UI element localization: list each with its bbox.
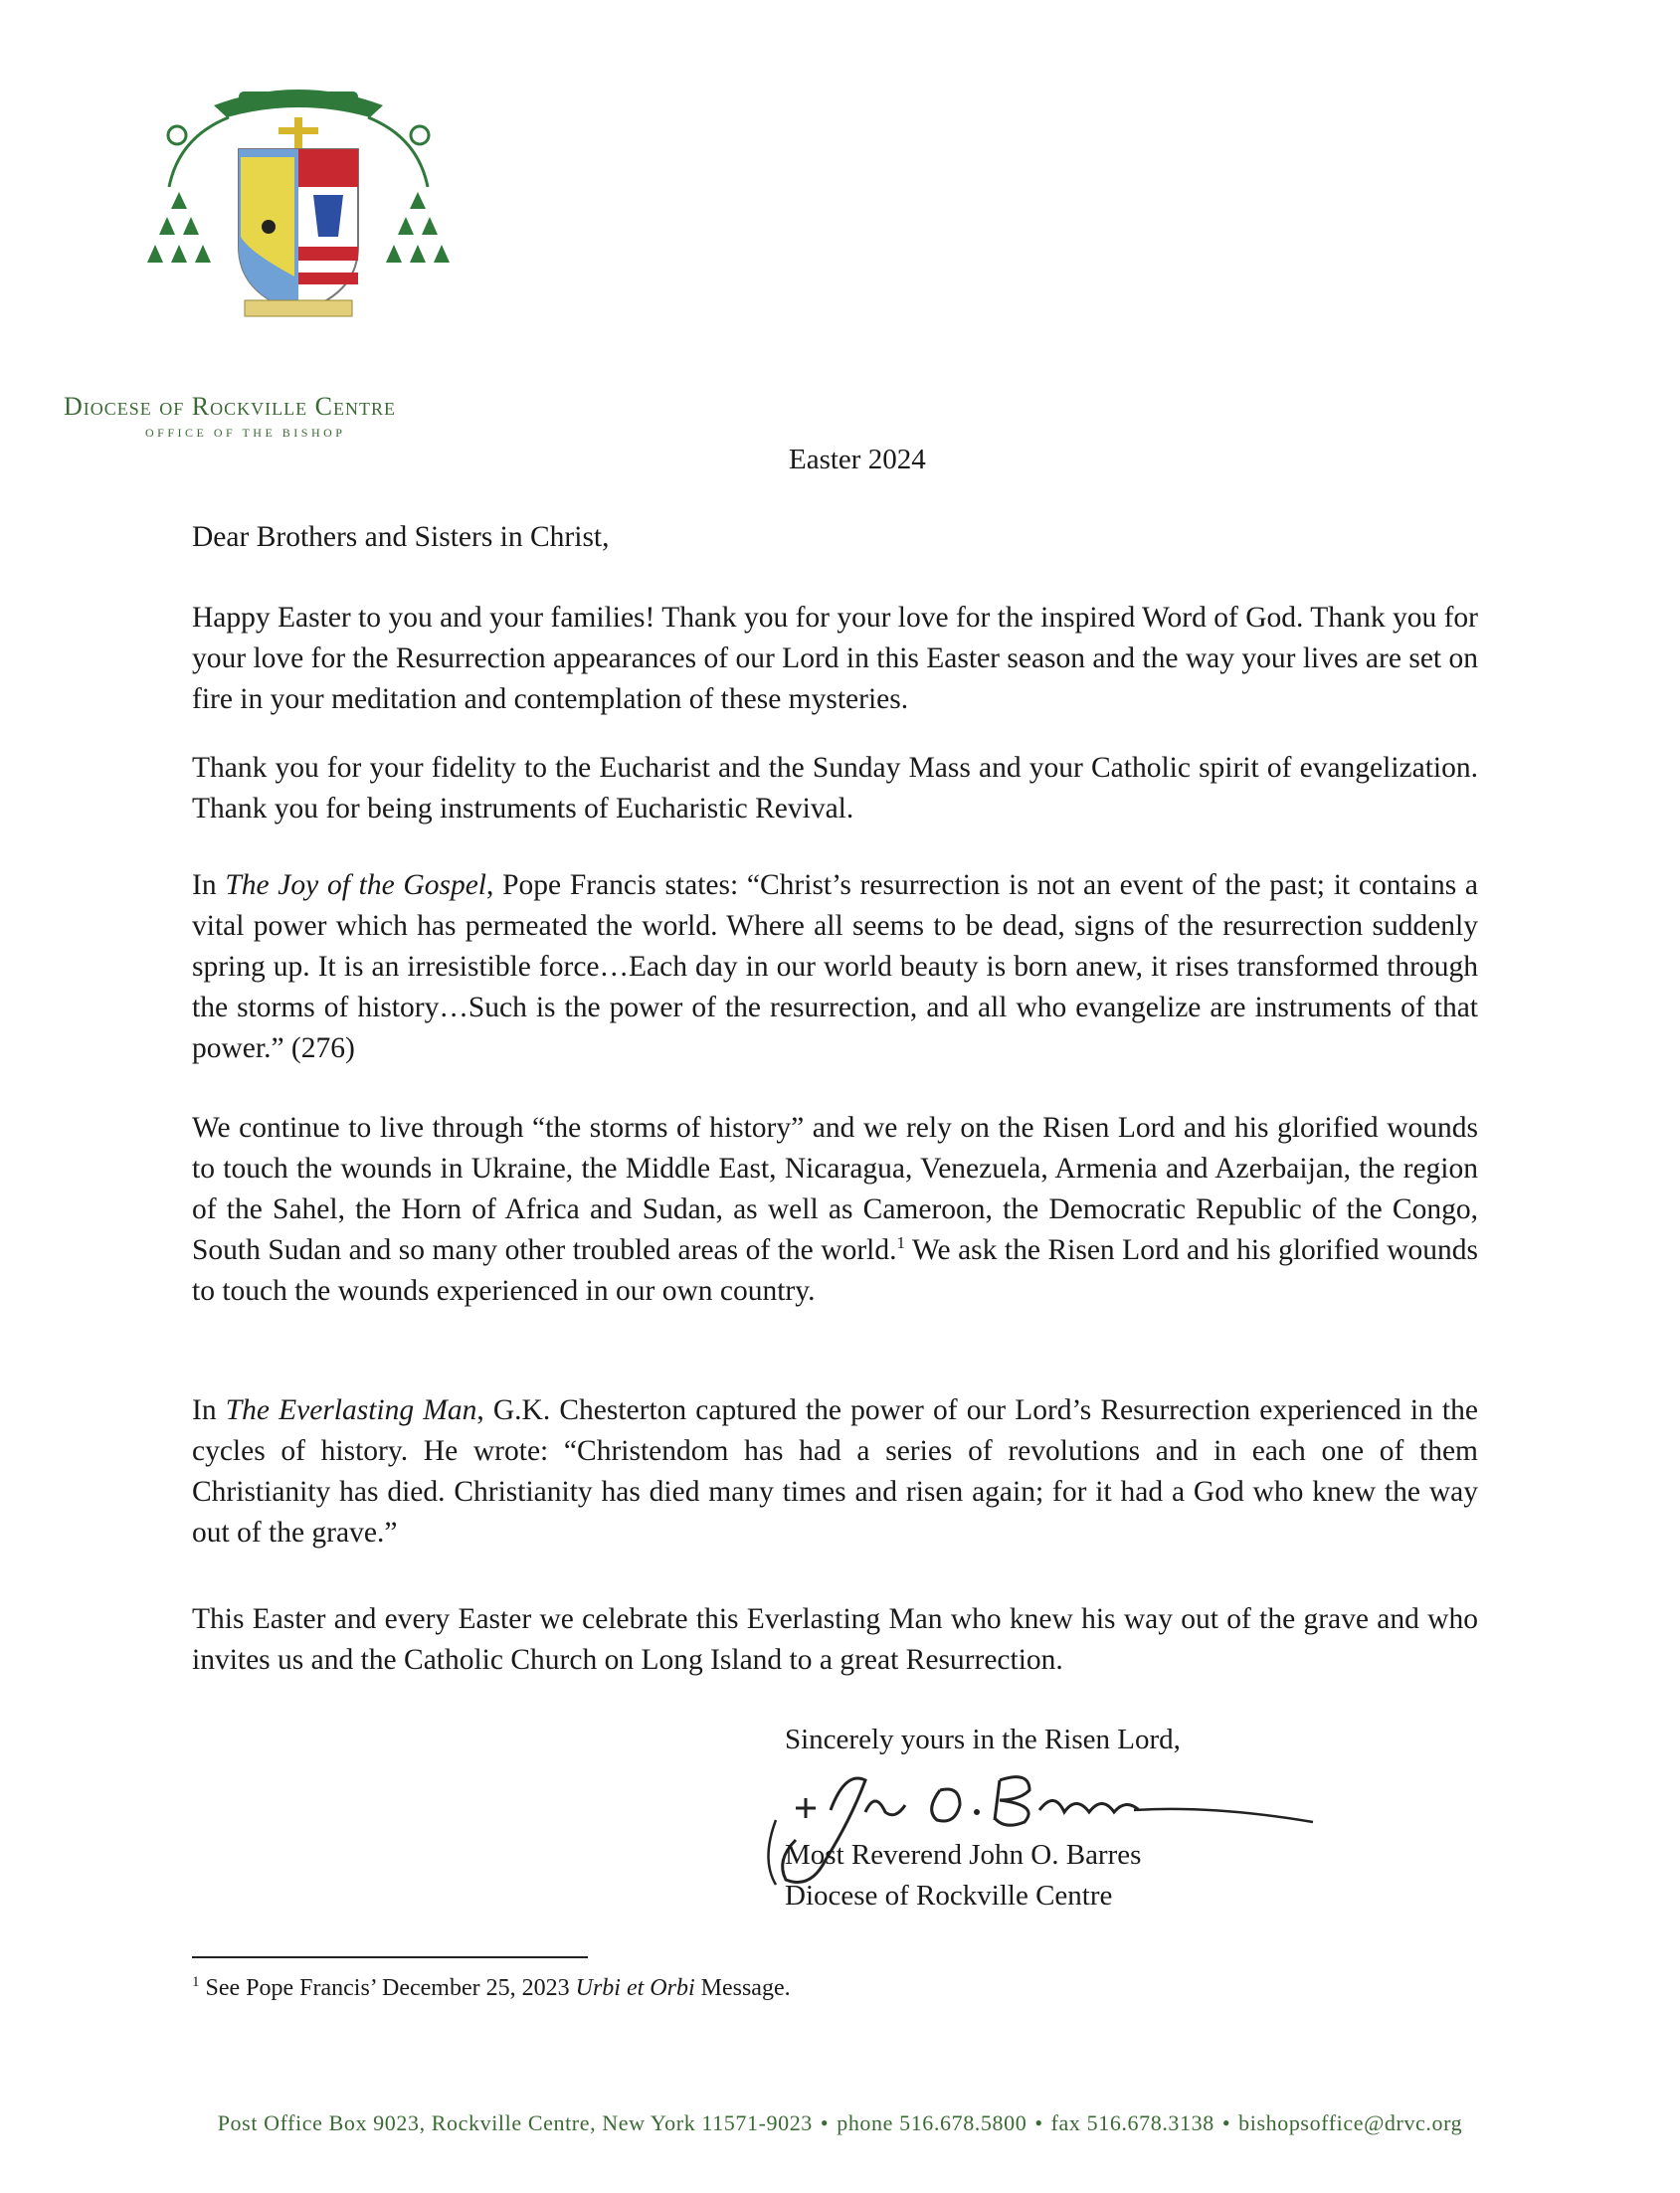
footer-phone: phone 516.678.5800 [837, 2110, 1027, 2135]
signer-name: Most Reverend John O. Barres [785, 1839, 1142, 1871]
signature [756, 1750, 1333, 1900]
footnote-divider [192, 1956, 588, 1958]
footnote [192, 1974, 791, 2002]
p3-in: In [192, 869, 226, 901]
diocese-name: Diocese of Rockville Centre [64, 392, 396, 421]
footer-separator: • [1034, 2110, 1043, 2135]
footer-fax: fax 516.678.3138 [1050, 2110, 1214, 2135]
p5-book-title: The Everlasting Man [225, 1394, 477, 1426]
footer-address: Post Office Box 9023, Rockville Centre, New York 11571-9023 [217, 2110, 813, 2135]
footnote-reference[interactable]: 1 [896, 1233, 905, 1253]
paragraph-3 [192, 865, 1478, 1069]
paragraph-5 [192, 1390, 1478, 1553]
footnote-italic: Urbi et Orbi [575, 1975, 695, 2001]
office-of-the-bishop: OFFICE OF THE BISHOP [145, 426, 346, 440]
salutation: Dear Brothers and Sisters in Christ, [192, 521, 610, 553]
p5-in: In [192, 1394, 226, 1426]
signer-title: Diocese of Rockville Centre [785, 1880, 1113, 1912]
paragraph-4 [192, 1108, 1478, 1312]
footnote-text-end: Message. [694, 1975, 791, 2001]
p4-main: We continue to live through “the storms of history” and we rely on the Risen Lord and his glorified wounds to touch the wounds in Ukraine, the Middle East, Nicaragua, Venezuela, Armenia and Azerbaijan, the region of the Sahel, the Horn of Africa and Sudan, as well as Cameroon, the Democratic Republic of the Congo, South Sudan and so many other troubled areas of the world. [192, 1112, 1478, 1266]
paragraph-2: Thank you for your fidelity to the Eucharist and the Sunday Mass and your Catholic spirit of evangelization. Thank you for being instruments of Eucharistic Revival. [192, 752, 1478, 824]
letter-date: Easter 2024 [789, 444, 926, 475]
footnote-text: See Pope Francis’ December 25, 2023 [199, 1975, 576, 2001]
p3-rest: , Pope Francis states: “Christ’s resurrection is not an event of the past; it contains a vital power which has permeated the world. Where all seems to be dead, signs of the resurrection suddenly spring up. It is an irresistible force…Each day in our world beauty is born anew, it rises transformed through the storms of history…Such is the power of the resurrection, and all who evangelize are instruments of that power.” (276) [192, 869, 1478, 1064]
p5-rest: , G.K. Chesterton captured the power of our Lord’s Resurrection experienced in the cycles of history. He wrote: “Christendom has had a series of revolutions and in each one of them Christianity has died. Christianity has died many times and risen again; for it had a God who knew the way out of the grave.” [192, 1394, 1478, 1549]
p3-book-title: The Joy of the Gospel [225, 869, 487, 901]
footer-contact [0, 2110, 1680, 2136]
footer-separator: • [1221, 2110, 1231, 2135]
footer-separator: • [820, 2110, 830, 2135]
paragraph-6: This Easter and every Easter we celebrate this Everlasting Man who knew his way out of the grave and who invites us and the Catholic Church on Long Island to a great Resurrection. [192, 1603, 1478, 1676]
paragraph-1: Happy Easter to you and your families! Thank you for your love for the inspired Word of God. Thank you for your love for the Resurrection appearances of our Lord in this Easter season and the way your lives are set on fire in your meditation and contemplation of these mysteries. [192, 602, 1478, 715]
footer-email-link[interactable]: bishopsoffice@drvc.org [1238, 2110, 1463, 2135]
p4-continued: We ask the Risen Lord and his glorified wounds to touch the wounds experienced in our own country. [192, 1234, 1478, 1307]
closing: Sincerely yours in the Risen Lord, [785, 1724, 1181, 1755]
footnote-mark: 1 [192, 1974, 200, 1990]
coat-of-arms-logo [139, 78, 458, 336]
